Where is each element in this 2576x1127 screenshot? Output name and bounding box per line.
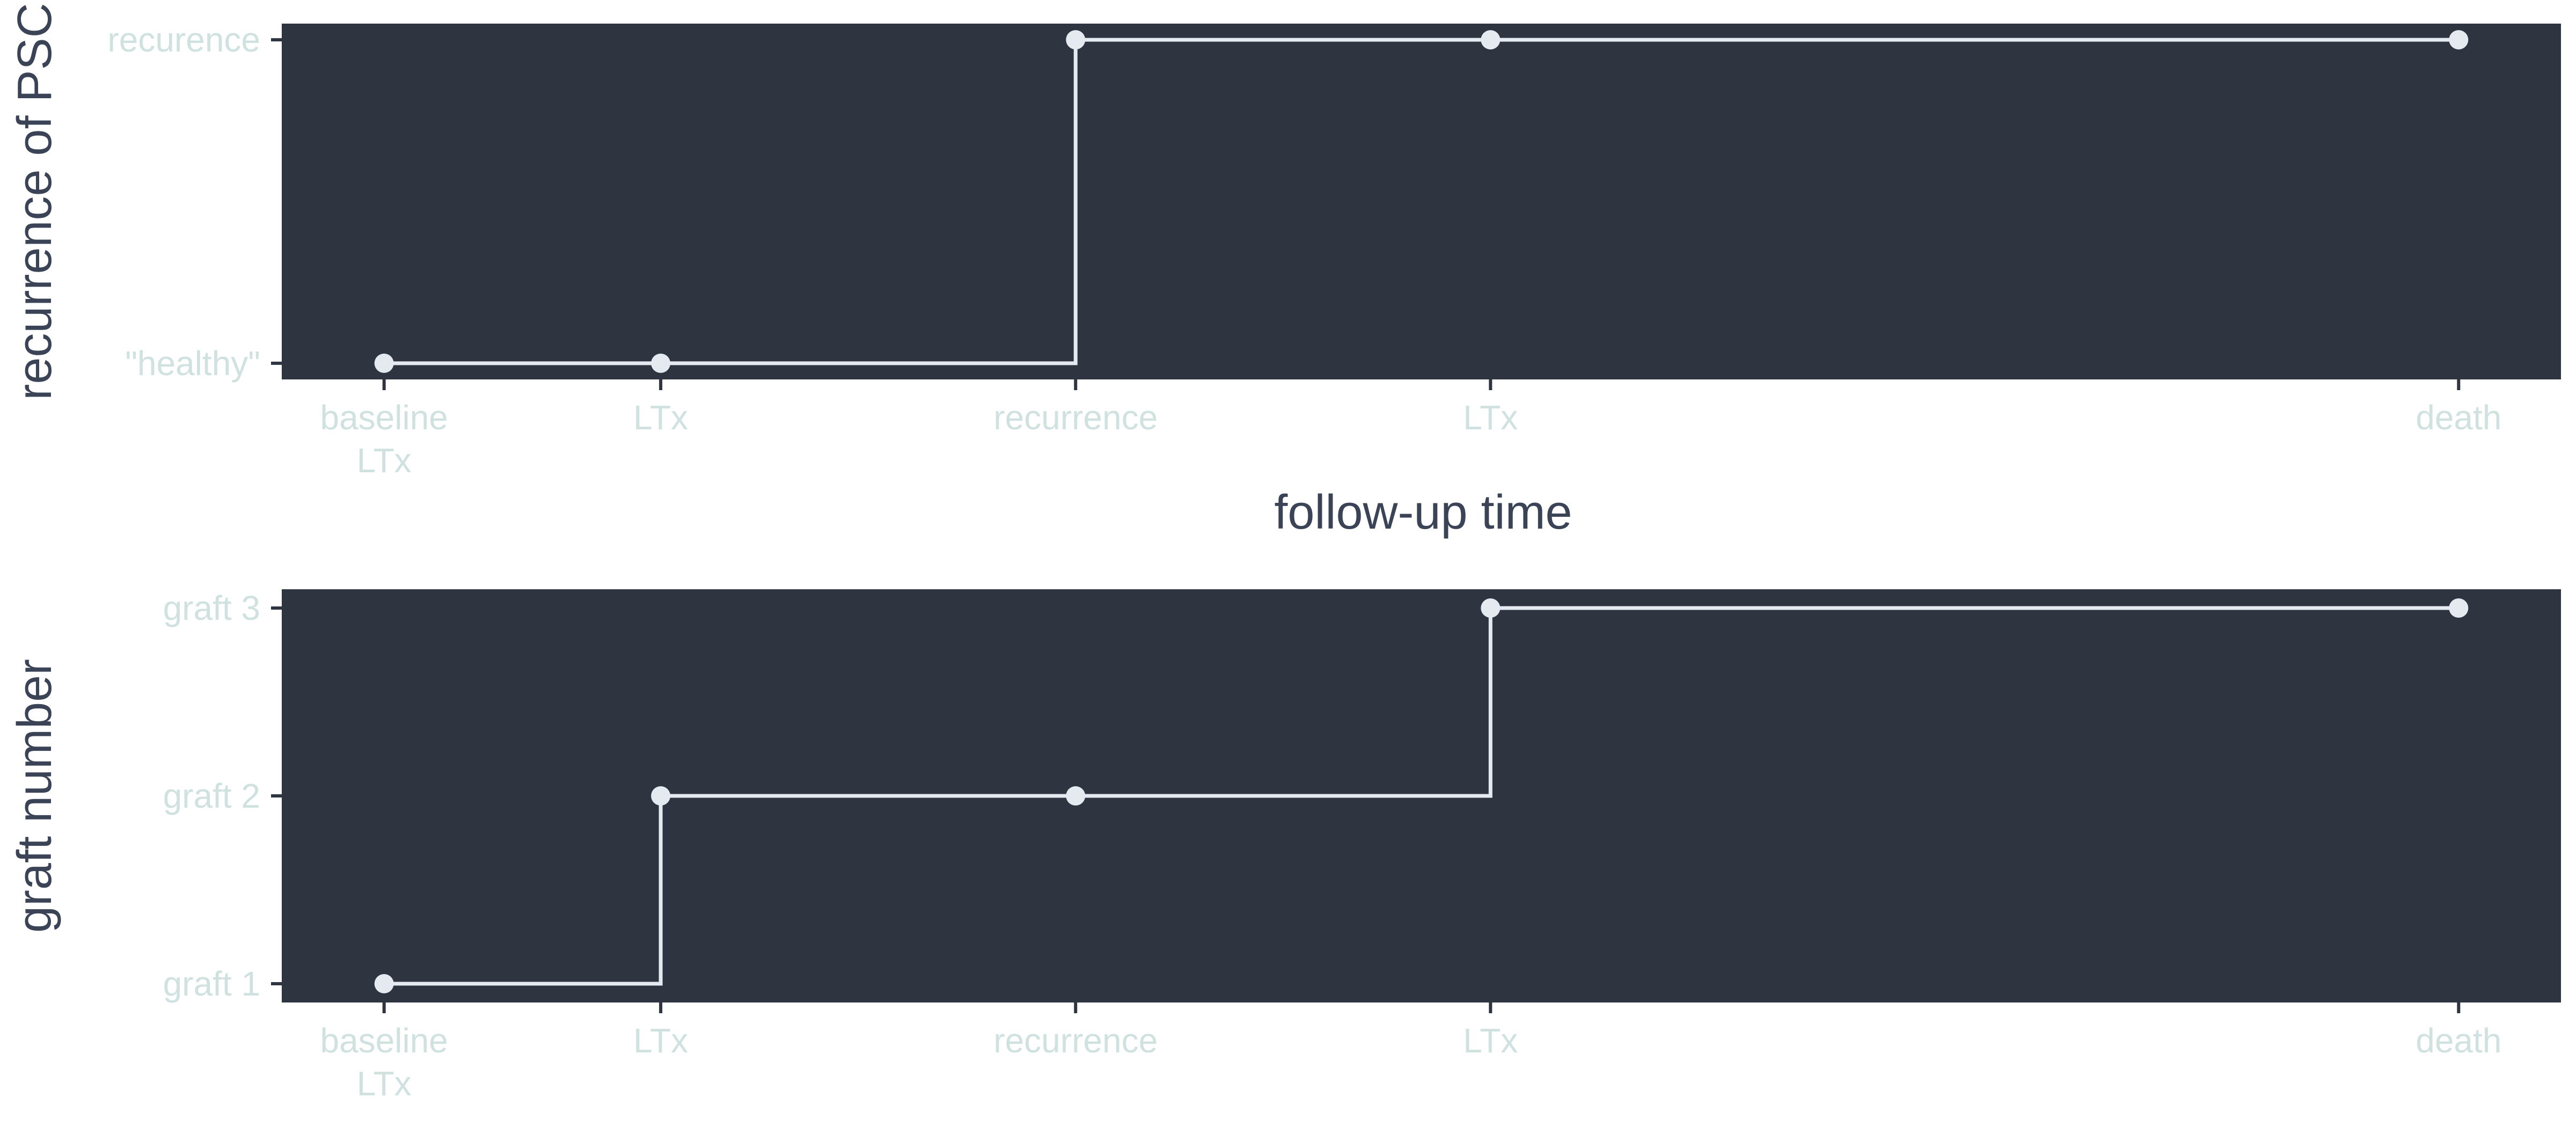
y-tick-label: "healthy" xyxy=(125,343,260,383)
data-point xyxy=(1481,30,1500,49)
y-axis-title-recurrence: recurrence of PSC xyxy=(8,3,62,400)
y-tick-label: graft 1 xyxy=(163,964,260,1003)
data-point xyxy=(2449,30,2468,49)
x-tick-label: baseline LTx xyxy=(320,398,448,480)
y-tick-label: graft 2 xyxy=(163,777,260,815)
chart-graft-panel xyxy=(8,589,2561,1103)
data-point xyxy=(1481,598,1500,618)
data-point xyxy=(651,354,670,373)
x-tick-label: baseline LTx xyxy=(320,1021,448,1103)
y-tick-label: recurence xyxy=(107,20,260,60)
x-tick-label: recurrence xyxy=(993,398,1158,437)
y-axis-title-graft: graft number xyxy=(8,658,62,933)
x-axis-title: follow-up time xyxy=(1274,486,1572,539)
data-point xyxy=(1066,30,1085,49)
x-tick-label: death xyxy=(2416,398,2502,437)
y-tick-label: graft 3 xyxy=(163,589,260,627)
x-tick-label: LTx xyxy=(1463,398,1518,437)
x-tick-label: LTx xyxy=(1463,1021,1518,1060)
data-point xyxy=(1066,786,1085,806)
data-point xyxy=(651,786,670,806)
data-point xyxy=(375,974,394,993)
data-point xyxy=(375,354,394,373)
x-tick-label: LTx xyxy=(633,398,689,437)
x-tick-label: LTx xyxy=(633,1021,689,1060)
chart-recurrence-panel xyxy=(8,3,2561,480)
x-tick-label: recurrence xyxy=(993,1021,1158,1060)
x-tick-label: death xyxy=(2416,1021,2502,1060)
data-point xyxy=(2449,598,2468,618)
plot-area xyxy=(282,24,2561,379)
